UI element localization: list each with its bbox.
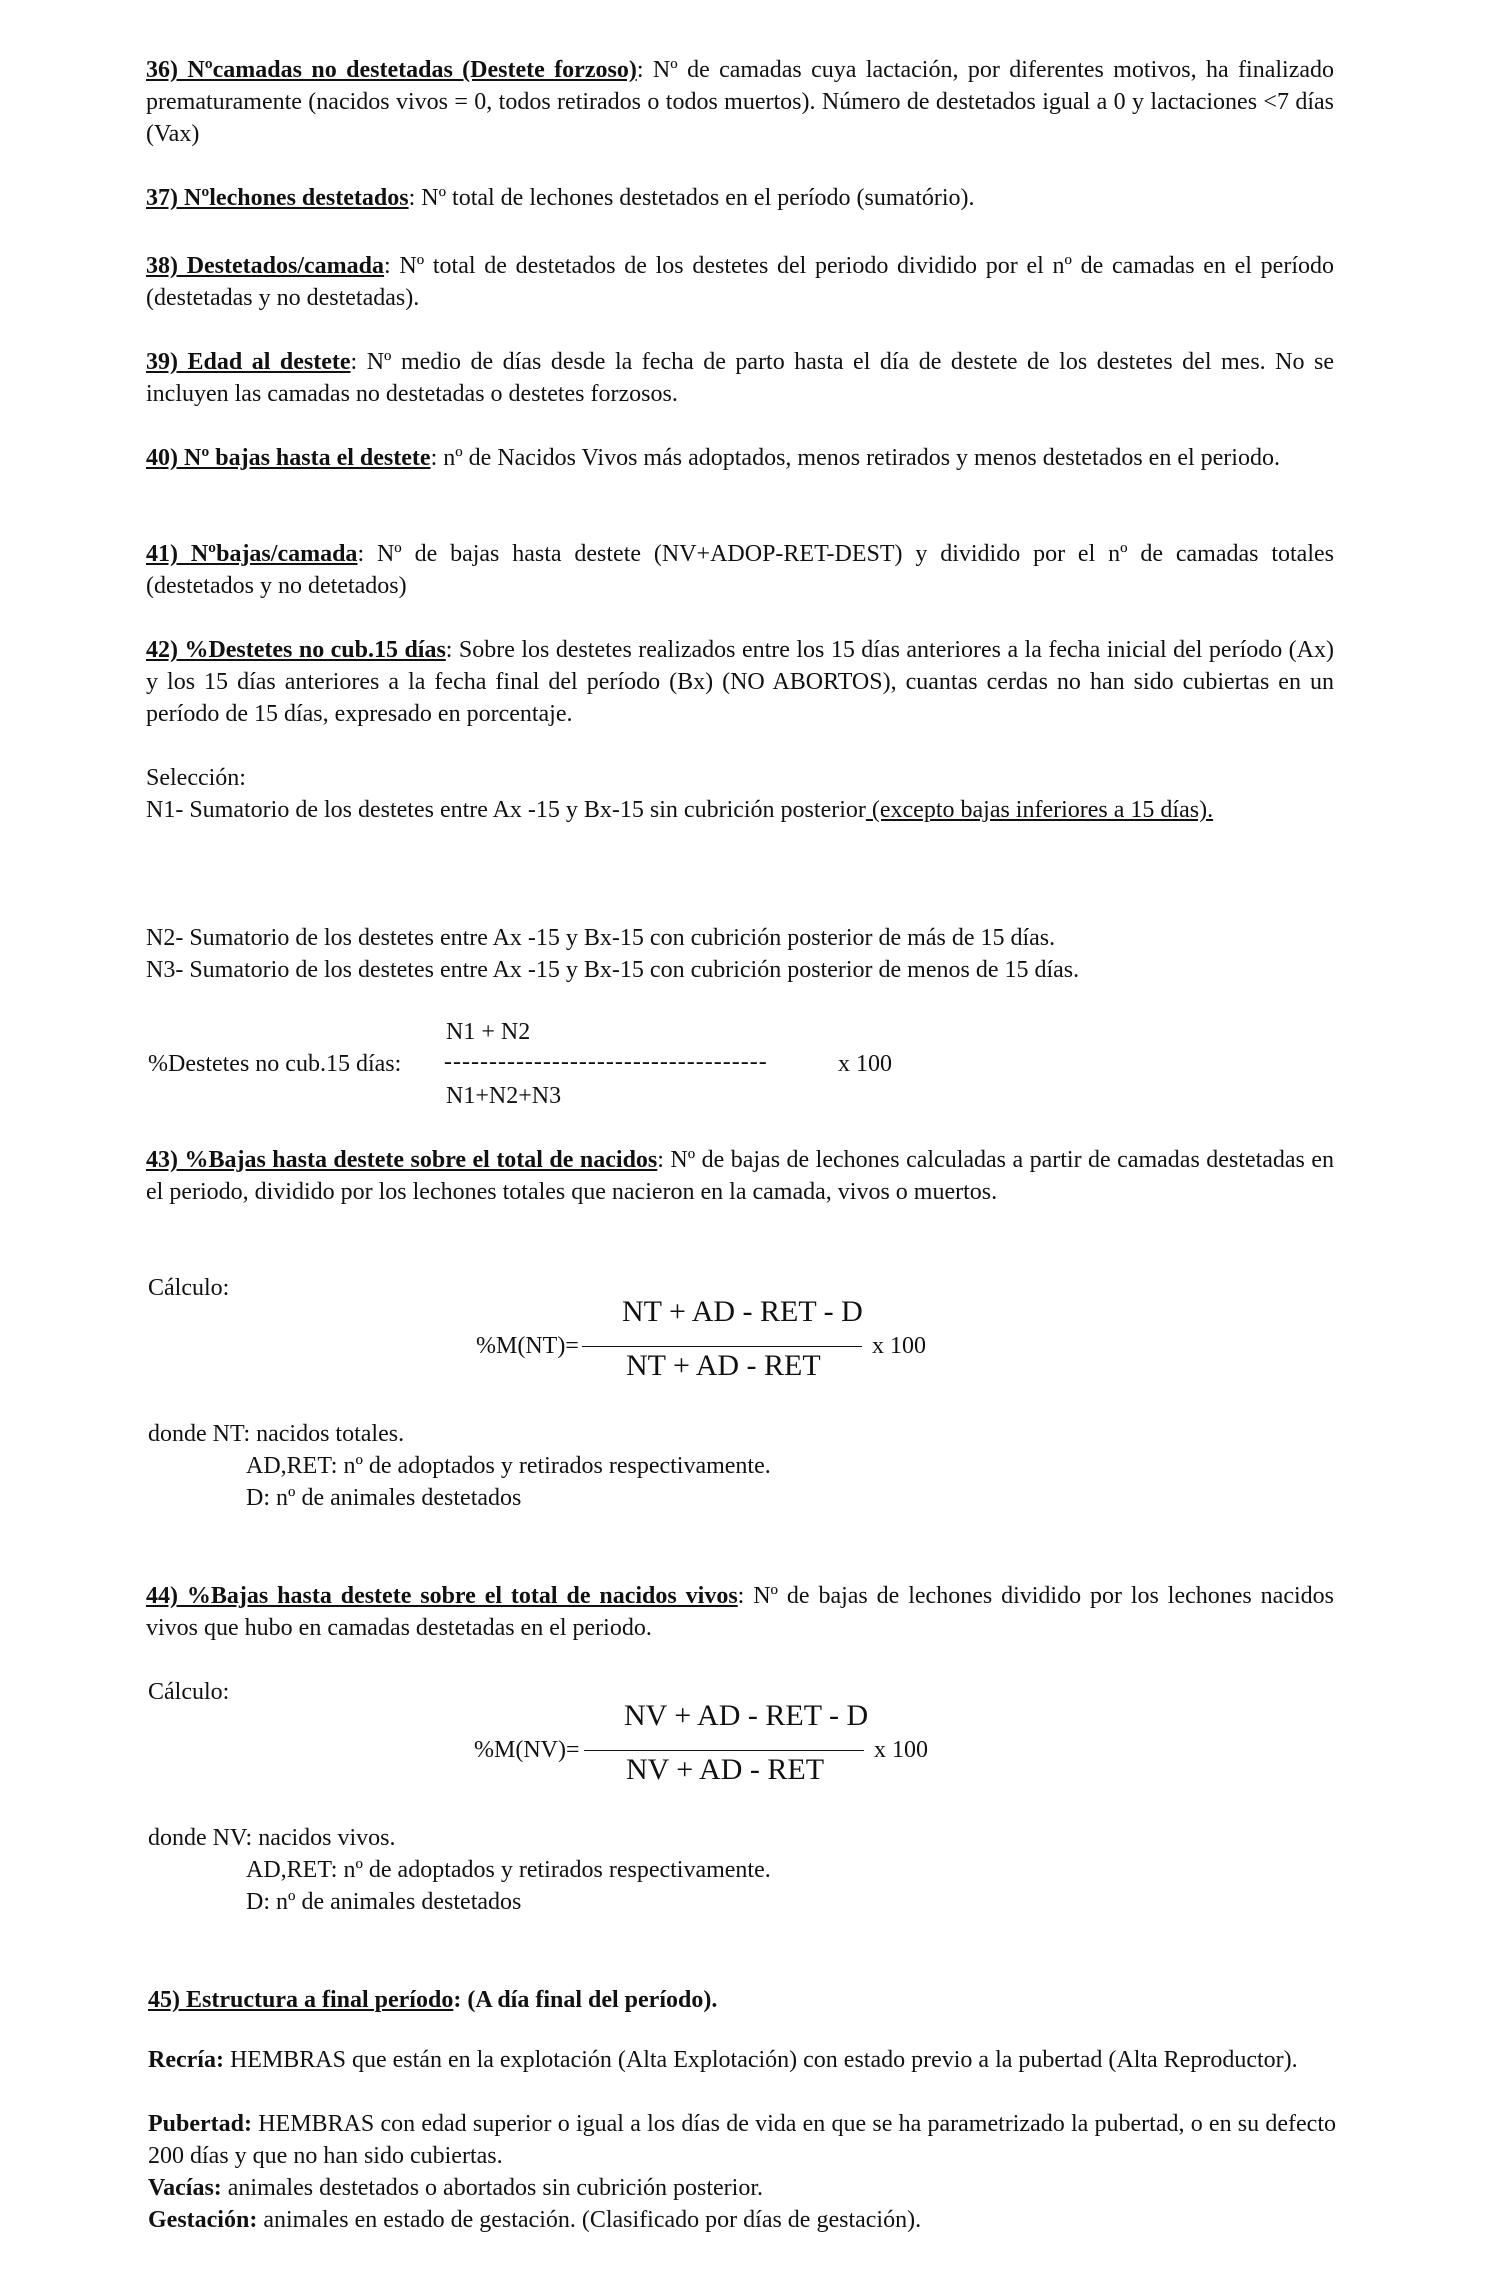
section-40-title: 40) Nº bajas hasta el destete xyxy=(146,445,431,471)
section-38-title: 38) Destetados/camada xyxy=(146,253,385,279)
section-40-body: : nº de Nacidos Vivos más adoptados, menos retirados y menos destetados en el periodo. xyxy=(430,445,1280,471)
section-38-body: : Nº total de destetados de los destetes del periodo dividido por el nº de camadas en el período (destetadas y no destetadas). xyxy=(146,253,1334,311)
formula-43-label: %M(NT)= xyxy=(476,1333,579,1359)
section-40 xyxy=(146,442,1334,474)
gestacion-text: animales en estado de gestación. (Clasificado por días de gestación). xyxy=(257,2207,922,2233)
pubertad-text: HEMBRAS con edad superior o igual a los días de vida en que se ha parametrizado la pubertad, o en su defecto 200 días y que no han sido cubiertas. xyxy=(148,2111,1336,2169)
formula-44-denominator: NV + AD - RET xyxy=(626,1753,825,1786)
donde-43-line3: D: nº de animales destetados xyxy=(246,1485,522,1511)
section-41-body: : Nº de bajas hasta destete (NV+ADOP-RET-DEST) y dividido por el nº de camadas totales (destetados y no detetados) xyxy=(146,541,1334,599)
pubertad-term: Pubertad: xyxy=(148,2111,252,2137)
formula-44-label: %M(NV)= xyxy=(474,1737,580,1763)
section-37-body: : Nº total de lechones destetados en el período (sumatório). xyxy=(408,185,975,211)
section-41-title: 41) Nºbajas/camada xyxy=(146,541,358,567)
donde-44-line3: D: nº de animales destetados xyxy=(246,1889,522,1915)
formula-43-numerator: NT + AD - RET - D xyxy=(622,1295,863,1328)
section-42 xyxy=(146,634,1334,730)
section-37 xyxy=(146,182,1334,214)
section-42-title: 42) %Destetes no cub.15 días xyxy=(146,637,446,663)
section-45-title: 45) Estructura a final período xyxy=(148,1987,454,2013)
section-36-title: 36) Nºcamadas no destetadas (Destete forzoso) xyxy=(146,57,637,83)
seleccion-label: Selección: xyxy=(146,765,246,791)
selection-n1 xyxy=(146,794,1334,826)
donde-44-line1: donde NV: nacidos vivos. xyxy=(148,1825,396,1851)
formula-42-denominator: N1+N2+N3 xyxy=(446,1083,562,1109)
section-38 xyxy=(146,250,1334,314)
vacias-text: animales destetados o abortados sin cubrición posterior. xyxy=(221,2175,763,2201)
formula-43-factor: x 100 xyxy=(872,1333,926,1359)
section-44-title: 44) %Bajas hasta destete sobre el total de nacidos vivos xyxy=(146,1583,738,1609)
estructura-vacias xyxy=(148,2172,1336,2204)
section-36-body: : Nº de camadas cuya lactación, por diferentes motivos, ha finalizado prematuramente (nacidos vivos = 0, todos retirados o todos muertos). Número de destetados igual a 0 y lactaciones <7 días (Vax) xyxy=(146,57,1335,147)
vacias-term: Vacías: xyxy=(148,2175,222,2201)
section-45-title-rest: : (A día final del período). xyxy=(453,1987,718,2013)
formula-42-label: %Destetes no cub.15 días: xyxy=(148,1051,402,1077)
donde-43-line2: AD,RET: nº de adoptados y retirados respectivamente. xyxy=(246,1453,771,1479)
selection-n1-text: N1- Sumatorio de los destetes entre Ax -15 y Bx-15 sin cubrición posterior xyxy=(146,797,866,823)
formula-44-numerator: NV + AD - RET - D xyxy=(624,1699,869,1732)
formula-44-factor: x 100 xyxy=(874,1737,928,1763)
formula-42-factor: x 100 xyxy=(838,1051,892,1077)
section-39 xyxy=(146,346,1334,410)
section-37-title: 37) Nºlechones destetados xyxy=(146,185,409,211)
section-44-body: : Nº de bajas de lechones dividido por los lechones nacidos vivos que hubo en camadas destetadas en el periodo. xyxy=(146,1583,1334,1641)
estructura-gestacion xyxy=(148,2204,1336,2236)
estructura-recria xyxy=(148,2044,1336,2076)
section-43 xyxy=(146,1144,1334,1208)
selection-n3: N3- Sumatorio de los destetes entre Ax -15 y Bx-15 con cubrición posterior de menos de 15 días. xyxy=(146,957,1080,983)
section-41 xyxy=(146,538,1334,602)
selection-n2: N2- Sumatorio de los destetes entre Ax -15 y Bx-15 con cubrición posterior de más de 15 días. xyxy=(146,925,1056,951)
gestacion-term: Gestación: xyxy=(148,2207,258,2233)
estructura-pubertad xyxy=(148,2108,1336,2172)
donde-44-line2: AD,RET: nº de adoptados y retirados respectivamente. xyxy=(246,1857,771,1883)
section-39-title: 39) Edad al destete xyxy=(146,349,351,375)
recria-text: HEMBRAS que están en la explotación (Alta Explotación) con estado previo a la pubertad (Alta Reproductor). xyxy=(223,2047,1298,2073)
formula-42-numerator: N1 + N2 xyxy=(446,1019,531,1045)
formula-44-fraction-bar xyxy=(584,1750,864,1751)
formula-42-fraction-bar: ------------------------------------ xyxy=(444,1049,768,1075)
section-45-heading xyxy=(148,1984,717,2016)
formula-43-denominator: NT + AD - RET xyxy=(626,1349,821,1382)
section-42-body: : Sobre los destetes realizados entre los 15 días anteriores a la fecha inicial del período (Ax) y los 15 días anteriores a la fecha final del período (Bx) (NO ABORTOS), cuantas cerdas no han sido cubiertas en un período de 15 días, expresado en porcentaje. xyxy=(146,637,1334,727)
calculo-43-label: Cálculo: xyxy=(148,1275,230,1301)
section-39-body: : Nº medio de días desde la fecha de parto hasta el día de destete de los destetes del mes. No se incluyen las camadas no destetadas o destetes forzosos. xyxy=(146,349,1335,407)
donde-43-line1: donde NT: nacidos totales. xyxy=(148,1421,405,1447)
section-44 xyxy=(146,1580,1334,1644)
selection-n1-note: (excepto bajas inferiores a 15 días). xyxy=(865,797,1214,823)
calculo-44-label: Cálculo: xyxy=(148,1679,230,1705)
section-36 xyxy=(146,54,1334,150)
recria-term: Recría: xyxy=(148,2047,224,2073)
section-43-body: : Nº de bajas de lechones calculadas a partir de camadas destetadas en el periodo, dividido por los lechones totales que nacieron en la camada, vivos o muertos. xyxy=(146,1147,1334,1205)
formula-43-fraction-bar xyxy=(582,1346,862,1347)
section-43-title: 43) %Bajas hasta destete sobre el total de nacidos xyxy=(146,1147,658,1173)
